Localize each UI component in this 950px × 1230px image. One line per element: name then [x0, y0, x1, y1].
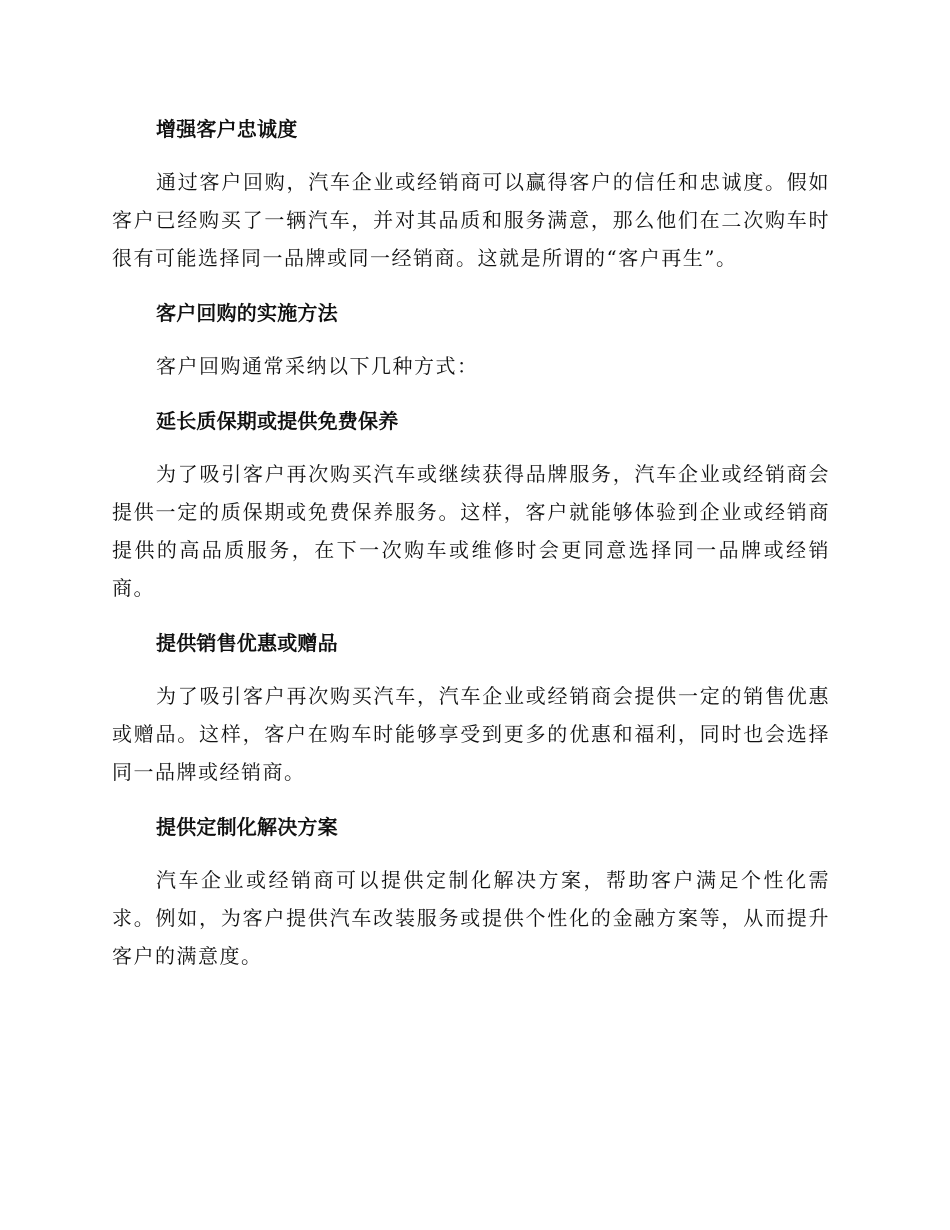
section-heading-extended-warranty: 延长质保期或提供免费保养: [156, 409, 399, 433]
section-paragraph-extended-warranty: 为了吸引客户再次购买汽车或继续获得品牌服务，汽车企业或经销商会提供一定的质保期或免费保养服务。这样，客户就能够体验到企业或经销商提供的高品质服务，在下一次购车或维修时会更同意选择同一品牌或经销商。: [112, 462, 830, 600]
section-heading-implementation-methods: 客户回购的实施方法: [156, 301, 338, 325]
section-heading-customer-loyalty: 增强客户忠诚度: [156, 117, 298, 141]
section-paragraph-custom-solutions: 汽车企业或经销商可以提供定制化解决方案，帮助客户满足个性化需求。例如，为客户提供汽车改装服务或提供个性化的金融方案等，从而提升客户的满意度。: [112, 868, 830, 968]
section-heading-sales-discounts: 提供销售优惠或赠品: [156, 631, 338, 655]
section-paragraph-implementation-methods: 客户回购通常采纳以下几种方式：: [156, 354, 479, 378]
section-paragraph-customer-loyalty: 通过客户回购，汽车企业或经销商可以赢得客户的信任和忠诚度。假如客户已经购买了一辆汽车，并对其品质和服务满意，那么他们在二次购车时很有可能选择同一品牌或同一经销商。这就是所谓的“客户再生”。: [112, 170, 830, 270]
document-body: [112, 111, 830, 975]
section-paragraph-sales-discounts: 为了吸引客户再次购买汽车，汽车企业或经销商会提供一定的销售优惠或赠品。这样，客户在购车时能够享受到更多的优惠和福利，同时也会选择同一品牌或经销商。: [112, 684, 830, 784]
section-heading-custom-solutions: 提供定制化解决方案: [156, 815, 338, 839]
